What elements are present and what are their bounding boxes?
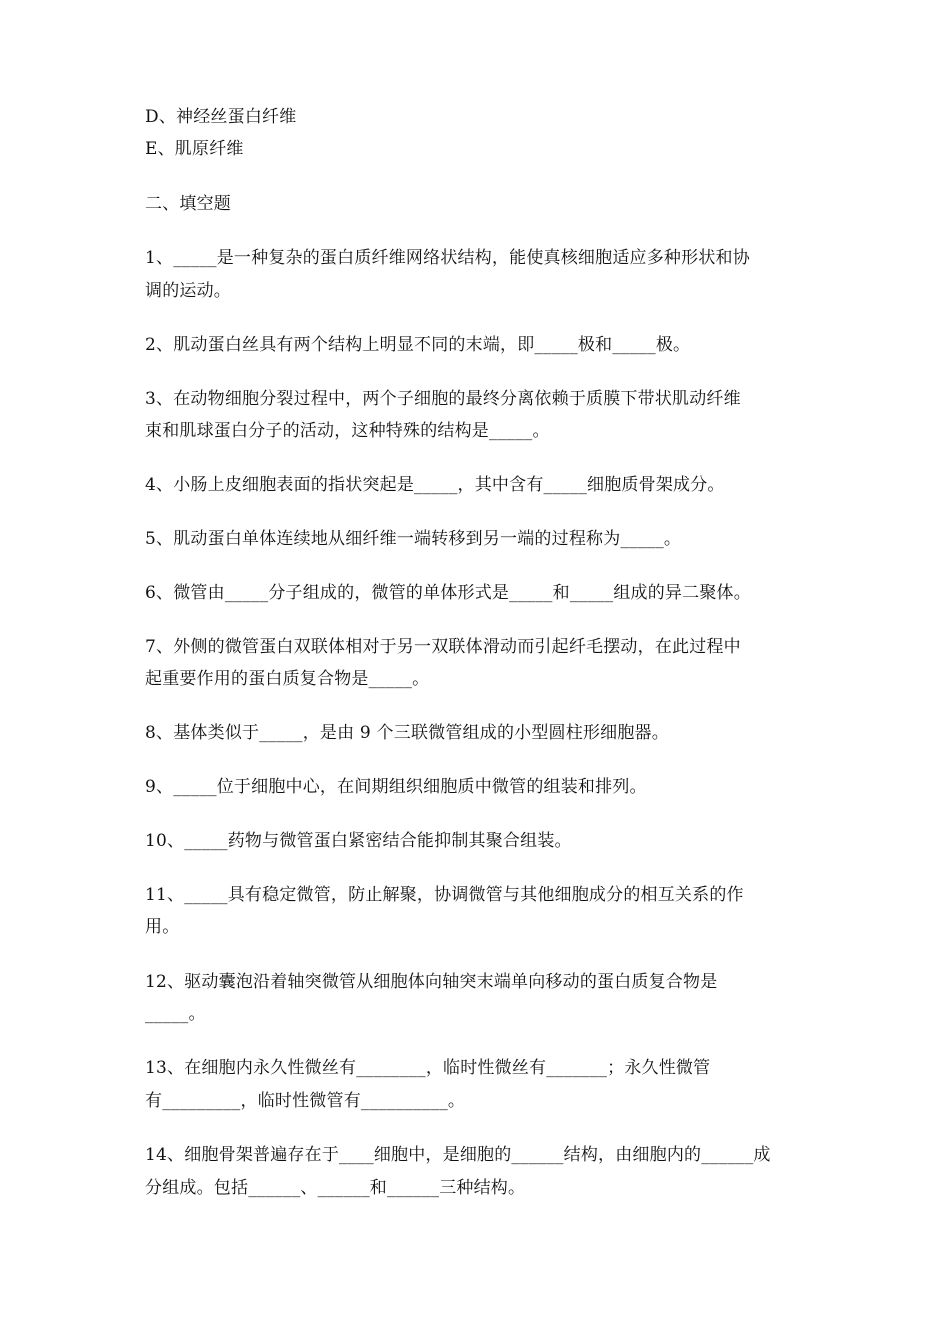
question-2: 2、肌动蛋白丝具有两个结构上明显不同的末端，即_____极和_____极。 [145, 335, 691, 355]
question-7-line-2: 起重要作用的蛋白质复合物是_____。 [145, 669, 430, 689]
question-5: 5、肌动蛋白单体连续地从细纤维一端转移到另一端的过程称为_____。 [145, 529, 682, 549]
option-e: E、肌原纤维 [145, 139, 244, 159]
question-7-line-1: 7、外侧的微管蛋白双联体相对于另一双联体滑动而引起纤毛摆动，在此过程中 [145, 637, 741, 657]
option-d: D、神经丝蛋白纤维 [145, 107, 297, 127]
question-13-line-2: 有_________，临时性微管有__________。 [145, 1091, 466, 1111]
question-9: 9、_____位于细胞中心，在间期组织细胞质中微管的组装和排列。 [145, 777, 647, 797]
question-11-line-1: 11、_____具有稳定微管，防止解聚，协调微管与其他细胞成分的相互关系的作 [145, 885, 744, 905]
question-8: 8、基体类似于_____，是由 9 个三联微管组成的小型圆柱形细胞器。 [145, 723, 669, 743]
question-13-line-1: 13、在细胞内永久性微丝有________，临时性微丝有_______；永久性微管 [145, 1058, 711, 1078]
question-3-line-1: 3、在动物细胞分裂过程中，两个子细胞的最终分离依赖于质膜下带状肌动纤维 [145, 389, 741, 409]
section-title: 二、填空题 [145, 194, 231, 214]
question-14-line-1: 14、细胞骨架普遍存在于____细胞中，是细胞的______结构，由细胞内的______成 [145, 1145, 771, 1165]
question-11-line-2: 用。 [145, 917, 180, 937]
question-4: 4、小肠上皮细胞表面的指状突起是_____，其中含有_____细胞质骨架成分。 [145, 475, 725, 495]
question-3-line-2: 束和肌球蛋白分子的活动，这种特殊的结构是_____。 [145, 421, 550, 441]
question-12-line-1: 12、驱动囊泡沿着轴突微管从细胞体向轴突末端单向移动的蛋白质复合物是 [145, 972, 718, 992]
question-14-line-2: 分组成。包括______、______和______三种结构。 [145, 1178, 526, 1198]
question-1-line-1: 1、_____是一种复杂的蛋白质纤维网络状结构，能使真核细胞适应多种形状和协 [145, 248, 750, 268]
question-6: 6、微管由_____分子组成的，微管的单体形式是_____和_____组成的异二聚体。 [145, 583, 751, 603]
question-1-line-2: 调的运动。 [145, 281, 231, 301]
question-10: 10、_____药物与微管蛋白紧密结合能抑制其聚合组装。 [145, 831, 572, 851]
question-12-line-2: _____。 [145, 1004, 206, 1024]
